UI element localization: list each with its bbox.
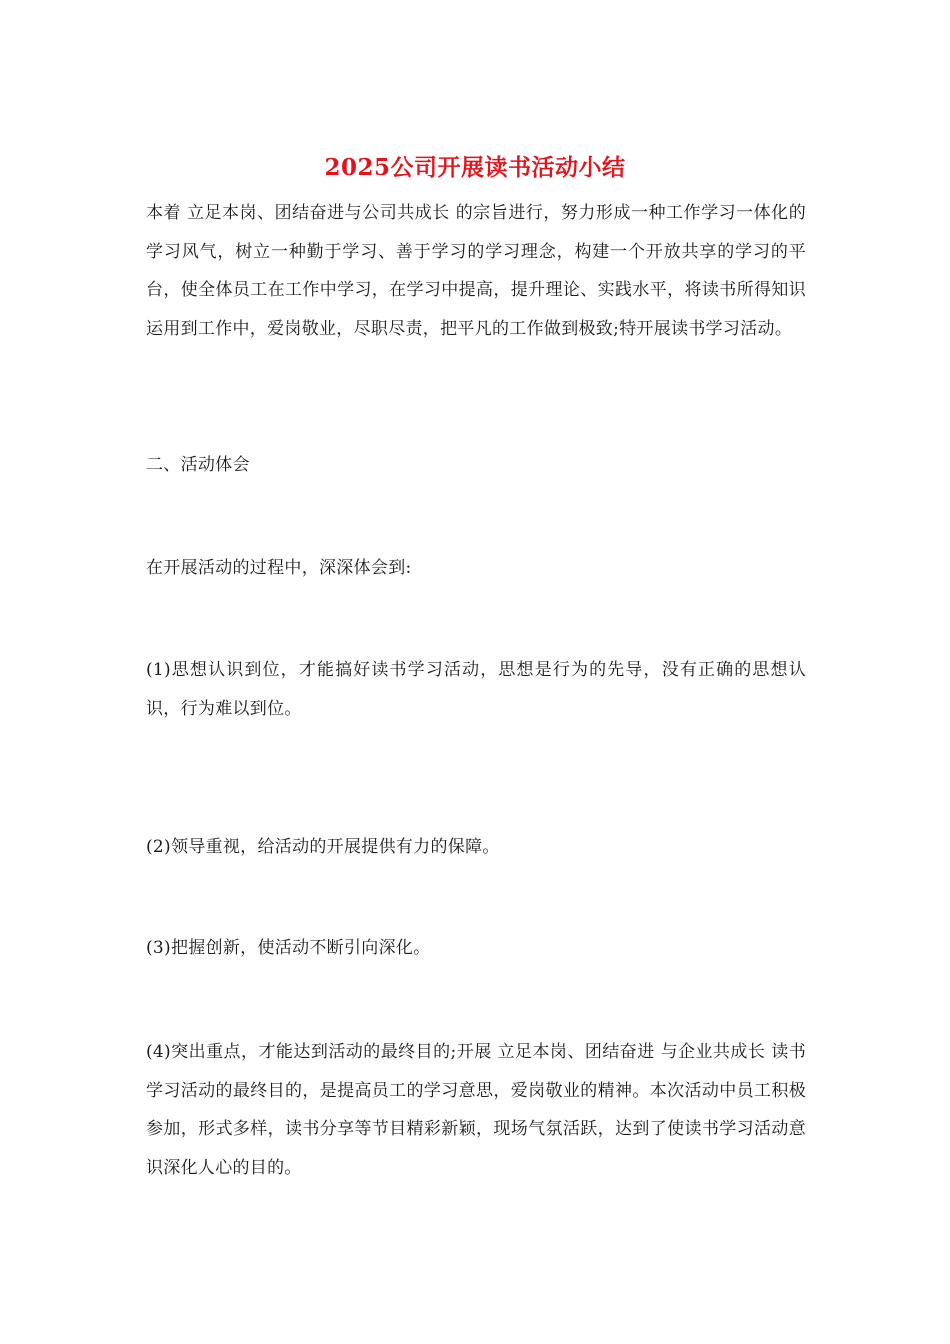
lead-paragraph: 在开展活动的过程中，深深体会到:: [146, 558, 412, 578]
section-heading: 二、活动体会: [146, 455, 250, 475]
list-item-4: (4)突出重点，才能达到活动的最终目的;开展 立足本岗、团结奋进 与企业共成长 读书学习活动的最终目的，是提高员工的学习意思，爱岗敬业的精神。本次活动中员工积极参加，形式多样，读书分享等节目精彩新颖，现场气氛活跃，达到了使读书学习活动意识深化人心的目的。: [146, 1042, 806, 1178]
list-item-3: (3)把握创新，使活动不断引向深化。: [146, 938, 431, 958]
intro-paragraph: 本着 立足本岗、团结奋进与公司共成长 的宗旨进行，努力形成一种工作学习一体化的学习风气，树立一种勤于学习、善于学习的学习理念，构建一个开放共享的学习的平台，使全体员工在工作中学习，在学习中提高，提升理论、实践水平，将读书所得知识运用到工作中，爱岗敬业，尽职尽责，把平凡的工作做到极致;特开展读书学习活动。: [146, 203, 806, 339]
list-item-1: (1)思想认识到位，才能搞好读书学习活动，思想是行为的先导，没有正确的思想认识，行为难以到位。: [146, 660, 806, 719]
document-title: 2025公司开展读书活动小结: [324, 154, 626, 181]
list-item-2: (2)领导重视，给活动的开展提供有力的保障。: [146, 837, 500, 857]
